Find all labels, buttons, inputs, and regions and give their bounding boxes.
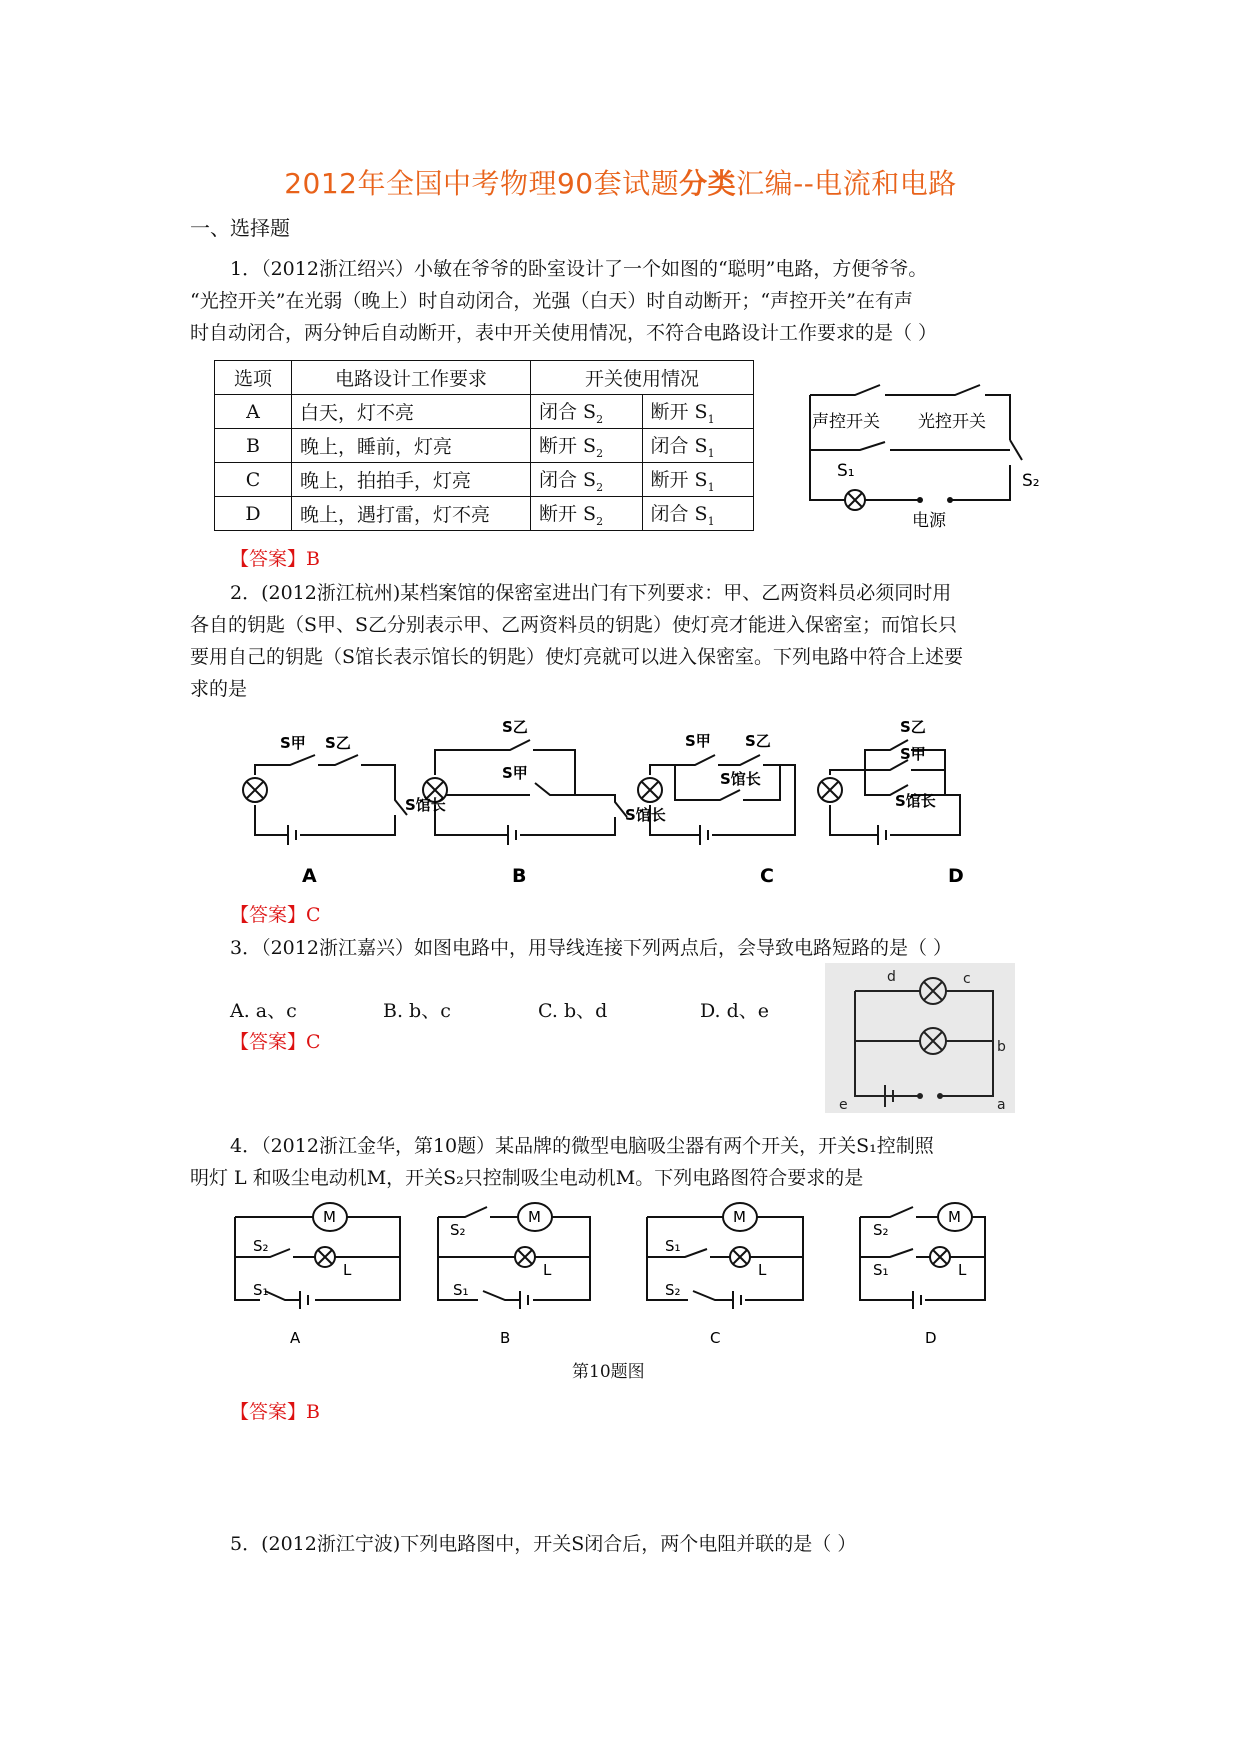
q2-circuit-figures	[240, 710, 1040, 890]
q4-figure-caption: 第10题图	[572, 1362, 645, 1382]
label-sound-switch: 声控开关	[812, 412, 880, 432]
cell-sub: 1	[707, 446, 715, 460]
table-header: 开关使用情况	[531, 361, 754, 395]
answer-tag: 【答案】	[230, 904, 307, 926]
label-l: L	[343, 1261, 352, 1279]
label-sy: S乙	[325, 734, 351, 752]
q2-line-2: 各自的钥匙（S甲、S乙分别表示甲、乙两资料员的钥匙）使灯亮才能进入保密室；而馆长只	[190, 614, 958, 636]
table-cell: 晚上，睡前，灯亮	[292, 429, 531, 463]
table-cell	[642, 395, 754, 429]
q3-line: 3．（2012浙江嘉兴）如图电路中，用导线连接下列两点后，会导致电路短路的是（ ）	[230, 937, 952, 959]
label-sy: S乙	[502, 718, 528, 736]
q2-answer	[230, 900, 321, 927]
cell-text: 断开 S	[539, 435, 597, 458]
answer-value: B	[306, 1401, 320, 1423]
q4-circuit-figures	[225, 1195, 1025, 1360]
table-cell	[642, 463, 754, 497]
answer-value: C	[306, 1031, 321, 1053]
option-label-c: C	[760, 865, 774, 887]
label-l: L	[543, 1261, 552, 1279]
cell-text: 闭合 S	[650, 503, 708, 526]
label-sj: S甲	[502, 764, 528, 782]
table-cell	[531, 497, 643, 531]
q1-answer	[230, 544, 320, 571]
label-sj: S甲	[900, 745, 926, 763]
option-label-b: B	[500, 1329, 511, 1347]
answer-tag: 【答案】	[230, 1401, 307, 1423]
cell-sub: 1	[707, 412, 715, 426]
table-cell	[642, 429, 754, 463]
answer-tag: 【答案】	[230, 548, 307, 570]
option-label-d: D	[948, 865, 964, 887]
q3-choice-c: C. b、d	[538, 1000, 608, 1022]
title-part-2: 汇编--电流和电路	[736, 167, 957, 200]
label-s2: S₂	[873, 1221, 889, 1239]
table-cell: 晚上，拍拍手，灯亮	[292, 463, 531, 497]
label-l: L	[958, 1261, 967, 1279]
table-cell	[531, 429, 643, 463]
label-sg: S馆长	[895, 792, 936, 810]
label-m: M	[948, 1208, 961, 1226]
q4-answer	[230, 1397, 320, 1424]
point-e: e	[839, 1097, 848, 1113]
label-s2: S₂	[450, 1221, 466, 1239]
q4-line-2: 明灯 L 和吸尘电动机M，开关S₂只控制吸尘电动机M。下列电路图符合要求的是	[190, 1167, 864, 1189]
q3-choice-b: B. b、c	[383, 1000, 451, 1022]
cell-text: 闭合 S	[650, 435, 708, 458]
cell-text: 断开 S	[650, 401, 708, 424]
label-sg: S馆长	[625, 806, 666, 824]
option-label-d: D	[925, 1329, 937, 1347]
q2-line-4: 求的是	[190, 678, 248, 700]
table-cell: C	[215, 463, 292, 497]
point-a: a	[997, 1097, 1006, 1113]
label-s2: S₂	[1022, 471, 1040, 491]
option-label-b: B	[512, 865, 527, 887]
label-s1: S₁	[873, 1261, 889, 1279]
label-l: L	[758, 1261, 767, 1279]
cell-sub: 2	[596, 412, 604, 426]
table-cell: B	[215, 429, 292, 463]
q1-circuit-figure	[800, 380, 1060, 540]
table-cell: 白天，灯不亮	[292, 395, 531, 429]
cell-text: 闭合 S	[539, 469, 597, 492]
q3-choice-d: D. d、e	[700, 1000, 770, 1022]
title-bold: 分类	[679, 167, 737, 200]
label-m: M	[323, 1208, 336, 1226]
cell-text: 断开 S	[539, 503, 597, 526]
page-title	[0, 162, 1241, 202]
q3-circuit-figure	[825, 963, 1015, 1113]
label-light-switch: 光控开关	[918, 412, 986, 432]
label-s1: S₁	[453, 1281, 469, 1299]
option-label-c: C	[710, 1329, 721, 1347]
table-header: 电路设计工作要求	[292, 361, 531, 395]
answer-tag: 【答案】	[230, 1031, 307, 1053]
label-s1: S₁	[665, 1237, 681, 1255]
q3-answer	[230, 1027, 321, 1054]
q2-line-1: 2．(2012浙江杭州)某档案馆的保密室进出门有下列要求：甲、乙两资料员必须同时用	[230, 582, 952, 604]
label-sg: S馆长	[405, 796, 446, 814]
cell-sub: 2	[596, 446, 604, 460]
point-d: d	[887, 969, 896, 985]
table-header-row	[215, 361, 754, 395]
q1-line-3: 时自动闭合，两分钟后自动断开，表中开关使用情况，不符合电路设计工作要求的是（ ）	[190, 322, 938, 344]
table-cell: A	[215, 395, 292, 429]
cell-sub: 2	[596, 514, 604, 528]
label-m: M	[733, 1208, 746, 1226]
title-part: 2012年全国中考物理90套试题	[284, 167, 680, 200]
cell-text: 断开 S	[650, 469, 708, 492]
q5-line: 5．(2012浙江宁波)下列电路图中，开关S闭合后，两个电阻并联的是（ ）	[230, 1533, 857, 1555]
label-sj: S甲	[280, 734, 306, 752]
q3-choice-a: A. a、c	[230, 1000, 297, 1022]
table-row	[215, 463, 754, 497]
section-heading: 一、选择题	[190, 216, 290, 240]
table-header: 选项	[215, 361, 292, 395]
label-s1: S₁	[253, 1281, 269, 1299]
label-s2: S₂	[665, 1281, 681, 1299]
label-power: 电源	[912, 511, 946, 531]
label-sg: S馆长	[720, 770, 761, 788]
table-cell: 晚上，遇打雷，灯不亮	[292, 497, 531, 531]
table-cell: D	[215, 497, 292, 531]
table-cell	[531, 463, 643, 497]
label-m: M	[528, 1208, 541, 1226]
point-c: c	[963, 971, 971, 987]
cell-sub: 1	[707, 480, 715, 494]
label-sy: S乙	[745, 732, 771, 750]
label-sj: S甲	[685, 732, 711, 750]
table-row	[215, 497, 754, 531]
point-b: b	[997, 1039, 1006, 1055]
table-cell	[531, 395, 643, 429]
q4-line-1: 4．（2012浙江金华，第10题）某品牌的微型电脑吸尘器有两个开关，开关S₁控制照	[230, 1135, 934, 1157]
table-row	[215, 395, 754, 429]
answer-value: B	[306, 548, 320, 570]
q1-line-2: “光控开关”在光弱（晚上）时自动闭合，光强（白天）时自动断开；“声控开关”在有声	[190, 290, 913, 312]
q2-line-3: 要用自己的钥匙（S馆长表示馆长的钥匙）使灯亮就可以进入保密室。下列电路中符合上述要	[190, 646, 964, 668]
label-s2: S₂	[253, 1237, 269, 1255]
label-s1: S₁	[837, 461, 855, 481]
option-label-a: A	[290, 1329, 301, 1347]
answer-value: C	[306, 904, 321, 926]
label-sy: S乙	[900, 718, 926, 736]
cell-text: 闭合 S	[539, 401, 597, 424]
cell-sub: 1	[707, 514, 715, 528]
table-row	[215, 429, 754, 463]
q1-line-1: 1．（2012浙江绍兴）小敏在爷爷的卧室设计了一个如图的“聪明”电路，方便爷爷。	[230, 258, 928, 280]
table-cell	[642, 497, 754, 531]
q1-options-table	[214, 360, 754, 531]
option-label-a: A	[302, 865, 317, 887]
cell-sub: 2	[596, 480, 604, 494]
